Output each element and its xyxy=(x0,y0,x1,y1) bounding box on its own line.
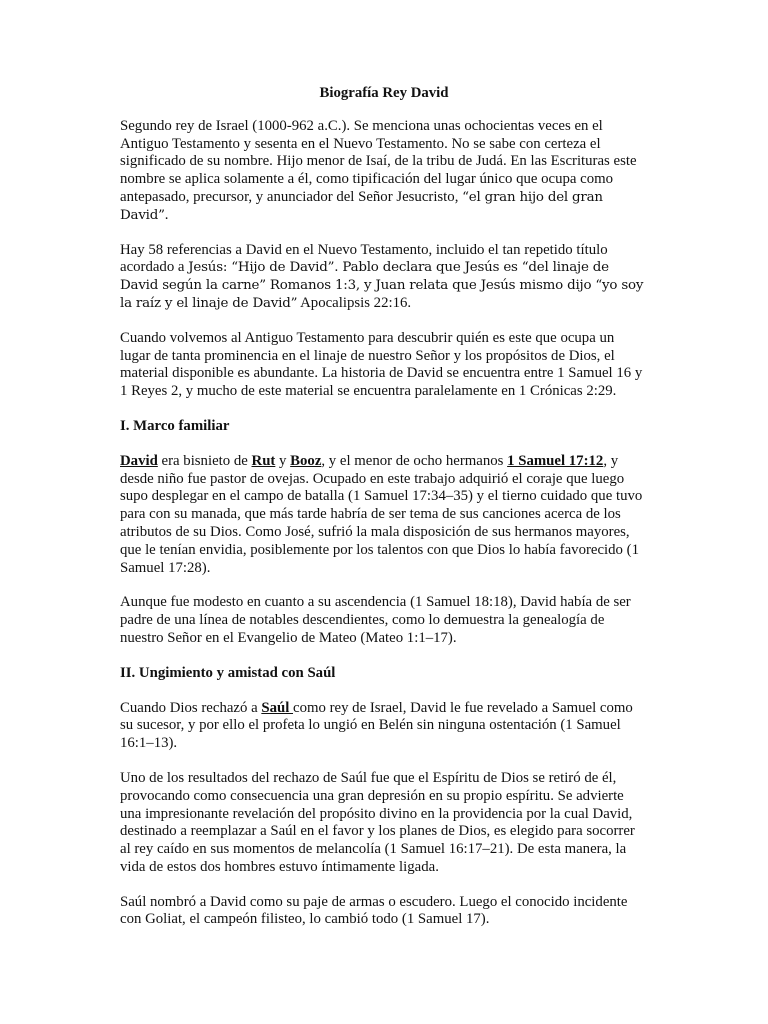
section-heading-ungimiento: II. Ungimiento y amistad con Saúl xyxy=(120,664,336,681)
paragraph-old-testament: Cuando volvemos al Antiguo Testamento para descubrir quién es este que ocupa un lugar de tanta prominencia en el linaje de nuestro Señor y los propósitos de Dios, el material disponible es abundante. La historia de David se encuentra entre 1 Samuel 16 y 1 Reyes 2, y mucho de este material se encuentra paralelamente en 1 Crónicas 2:29. xyxy=(120,329,643,400)
paragraph-family-text-3: , y el menor de ocho hermanos xyxy=(321,452,508,469)
paragraph-anointing xyxy=(120,700,648,753)
paragraph-rejection: Uno de los resultados del rechazo de Saúl fue que el Espíritu de Dios se retiró de él, provocando como consecuencia una gran depresión en su propio espíritu. Se advierte una impresionante revelación del propósito divino en la providencia por la cual David, destinado a reemplazar a Saúl en el favor y los planes de Dios, es elegido para socorrer al rey caído en sus momentos de melancolía (1 Samuel 16:17–21). De esta manera, la vida de estos dos hombres estuvo íntimamente ligada. xyxy=(120,769,635,875)
paragraph-family-text-1: era bisnieto de xyxy=(157,452,252,469)
link-1-samuel-17-12[interactable]: 1 Samuel 17:12 xyxy=(507,452,604,469)
paragraph-intro-quote: “el gran hijo del gran David” xyxy=(120,189,603,223)
paragraph-new-testament xyxy=(120,242,648,313)
link-booz[interactable]: Booz xyxy=(290,452,322,469)
paragraph-nt-text: Hay 58 referencias a David en el Nuevo Testamento, incluido el tan repetido título acordado a xyxy=(120,241,608,276)
paragraph-intro-text: Segundo rey de Israel (1000-962 a.C.). Se menciona unas ochocientas veces en el Antiguo Testamento y sesenta en el Nuevo Testamento. No se sabe con certeza el significado de su nombre. Hijo menor de Isaí, de la tribu de Judá. En las Escrituras este nombre se aplica solamente a él, como tipificación del lugar único que ocupa como antepasado, precursor, y anunciador del Señor Jesucristo, xyxy=(120,117,637,205)
section-heading-marco-familiar: I. Marco familiar xyxy=(120,417,230,434)
paragraph-family-text-2: y xyxy=(275,452,291,469)
paragraph-nt-quote: Jesús: “Hijo de David”. Pablo declara que Jesús es “del linaje de David según la carne” Romanos 1:3, y Juan relata que Jesús mismo dijo “yo soy la raíz y el linaje de David” xyxy=(120,260,644,311)
paragraph-intro-end: . xyxy=(164,206,169,223)
paragraph-intro xyxy=(120,118,648,225)
paragraph-family xyxy=(120,453,648,578)
paragraph-anointing-text-1: Cuando Dios rechazó a xyxy=(120,699,262,716)
link-david[interactable]: David xyxy=(120,452,158,469)
paragraph-ancestry: Aunque fue modesto en cuanto a su ascendencia (1 Samuel 18:18), David había de ser padre de una línea de notables descendientes, como lo demuestra la genealogía de nuestro Señor en el Evangelio de Mateo (Mateo 1:1–17). xyxy=(120,594,631,646)
paragraph-anointing-text-2: como rey de Israel, David le fue revelado a Samuel como su sucesor, y por ello el profeta lo ungió en Belén sin ninguna ostentación (1 Samuel 16:1–13). xyxy=(120,699,633,752)
paragraph-family-text-4: , y desde niño fue pastor de ovejas. Ocupado en este trabajo adquirió el coraje que luego supo desplegar en el campo de batalla (1 Samuel 17:34–35) y el tierno cuidado que tuvo para con su manada, que más tarde habría de ser tema de sus canciones acerca de los atributos de su Dios. Como José, sufrió la mala disposición de sus hermanos mayores, que le tenían envidia, posiblemente por los talentos con que Dios lo había favorecido (1 Samuel 17:28). xyxy=(120,452,643,576)
paragraph-nt-end: Apocalipsis 22:16. xyxy=(297,294,412,311)
paragraph-goliath: Saúl nombró a David como su paje de armas o escudero. Luego el conocido incidente con Goliat, el campeón filisteo, lo cambió todo (1 Samuel 17). xyxy=(120,893,628,928)
link-rut[interactable]: Rut xyxy=(251,452,276,469)
link-saul[interactable]: Saúl xyxy=(261,699,294,716)
document-title: Biografía Rey David xyxy=(319,85,449,101)
